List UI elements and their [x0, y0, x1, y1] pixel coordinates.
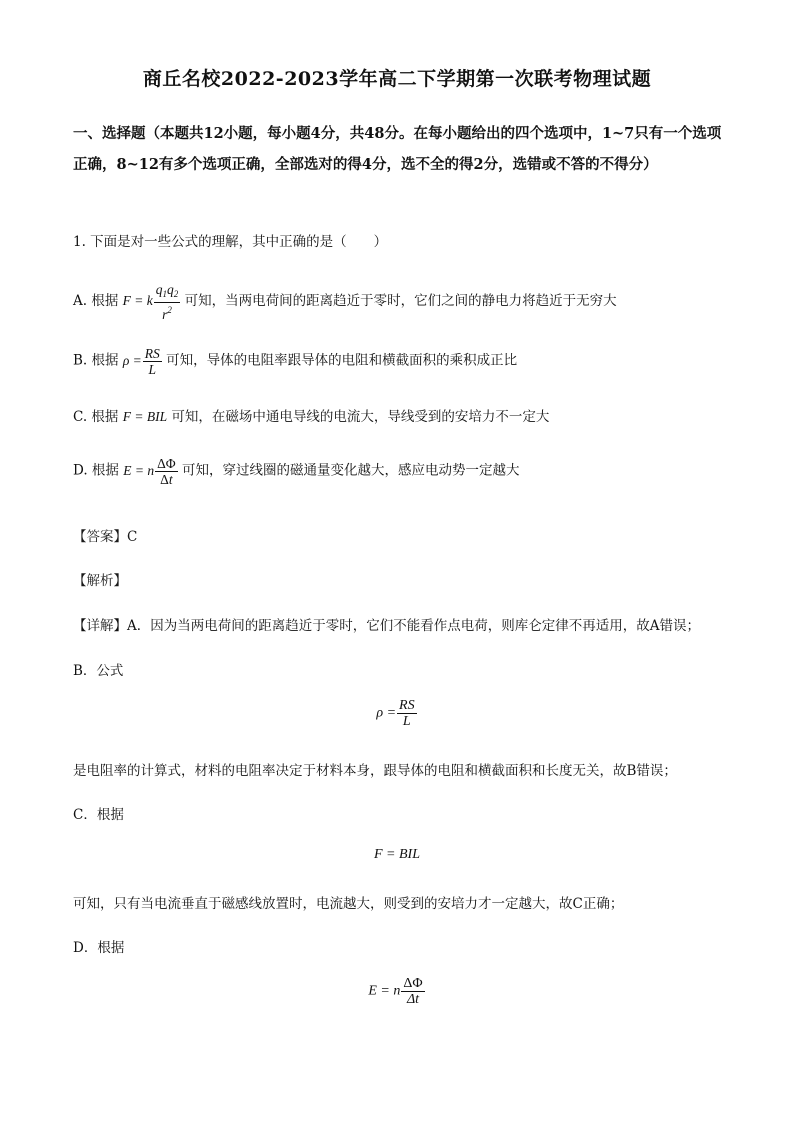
detail-d-formula-num: ΔΦ: [403, 976, 423, 991]
option-a-formula: F = k $\frac{q_1q_2}{r^2}$: [122, 282, 179, 322]
answer-label: 【答案】C: [73, 529, 138, 545]
option-a: [73, 282, 617, 322]
detail-b-formula-den: L: [402, 714, 411, 729]
detail-c-head: C．根据: [73, 807, 124, 823]
detail-c-formula: F = BIL: [374, 847, 420, 862]
option-d-prefix: D. 根据: [73, 462, 119, 479]
detail-b-text: 是电阻率的计算式，材料的电阻率决定于材料本身，跟导体的电阻和横截面积和长度无关，故B错误；: [73, 763, 677, 779]
option-c-prefix: C. 根据: [73, 409, 119, 425]
option-b-suffix: 可知，导体的电阻率跟导体的电阻和横截面积的乘积成正比: [166, 352, 518, 369]
option-a-prefix: A. 根据: [73, 293, 119, 310]
question-stem: 1. 下面是对一些公式的理解，其中正确的是（ ）: [73, 234, 388, 250]
option-a-suffix: 可知，当两电荷间的距离趋近于零时，它们之间的静电力将趋近于无穷大: [184, 293, 617, 310]
detail-d-formula-left: E = n: [368, 983, 401, 999]
option-d-formula: E = n $\frac{\Delta\Phi}{\Delta t}$: [123, 456, 176, 487]
detail-a: 【详解】A．因为当两电荷间的距离趋近于零时，它们不能看作点电荷，则库仑定律不再适用，故A错误；: [73, 618, 700, 634]
detail-b-head: B．公式: [73, 663, 124, 679]
option-d: [73, 456, 520, 487]
option-c: [73, 405, 549, 425]
detail-d-head: D．根据: [73, 940, 125, 956]
detail-b-formula-left: ρ =: [376, 705, 397, 721]
option-b-prefix: B. 根据: [73, 352, 119, 369]
option-b: [73, 346, 517, 377]
detail-c-text: 可知，只有当电流垂直于磁感线放置时，电流越大，则受到的安培力才一定越大，故C正确；: [73, 896, 624, 912]
option-b-formula: ρ = $\frac{RS}{L}$: [122, 346, 160, 377]
detail-b-formula-num: RS: [399, 698, 415, 713]
section-header: 一、选择题（本题共12小题，每小题4分，共48分。在每小题给出的四个选项中，1~7只有一个选项正确，8~12有多个选项正确，全部选对的得4分，选不全的得2分，选错或不答的不得分）: [73, 125, 722, 173]
option-c-formula: F = BIL: [122, 409, 168, 424]
analysis-label: 【解析】: [73, 573, 127, 589]
detail-d-formula-den: Δt: [406, 992, 420, 1007]
option-d-suffix: 可知，穿过线圈的磁通量变化越大，感应电动势一定越大: [182, 462, 520, 479]
option-c-suffix: 可知，在磁场中通电导线的电流大，导线受到的安培力不一定大: [171, 409, 550, 425]
page-title: 商丘名校2022-2023学年高二下学期第一次联考物理试题: [142, 68, 652, 90]
detail-b-formula: [0, 698, 794, 729]
detail-d-formula: [0, 976, 794, 1007]
